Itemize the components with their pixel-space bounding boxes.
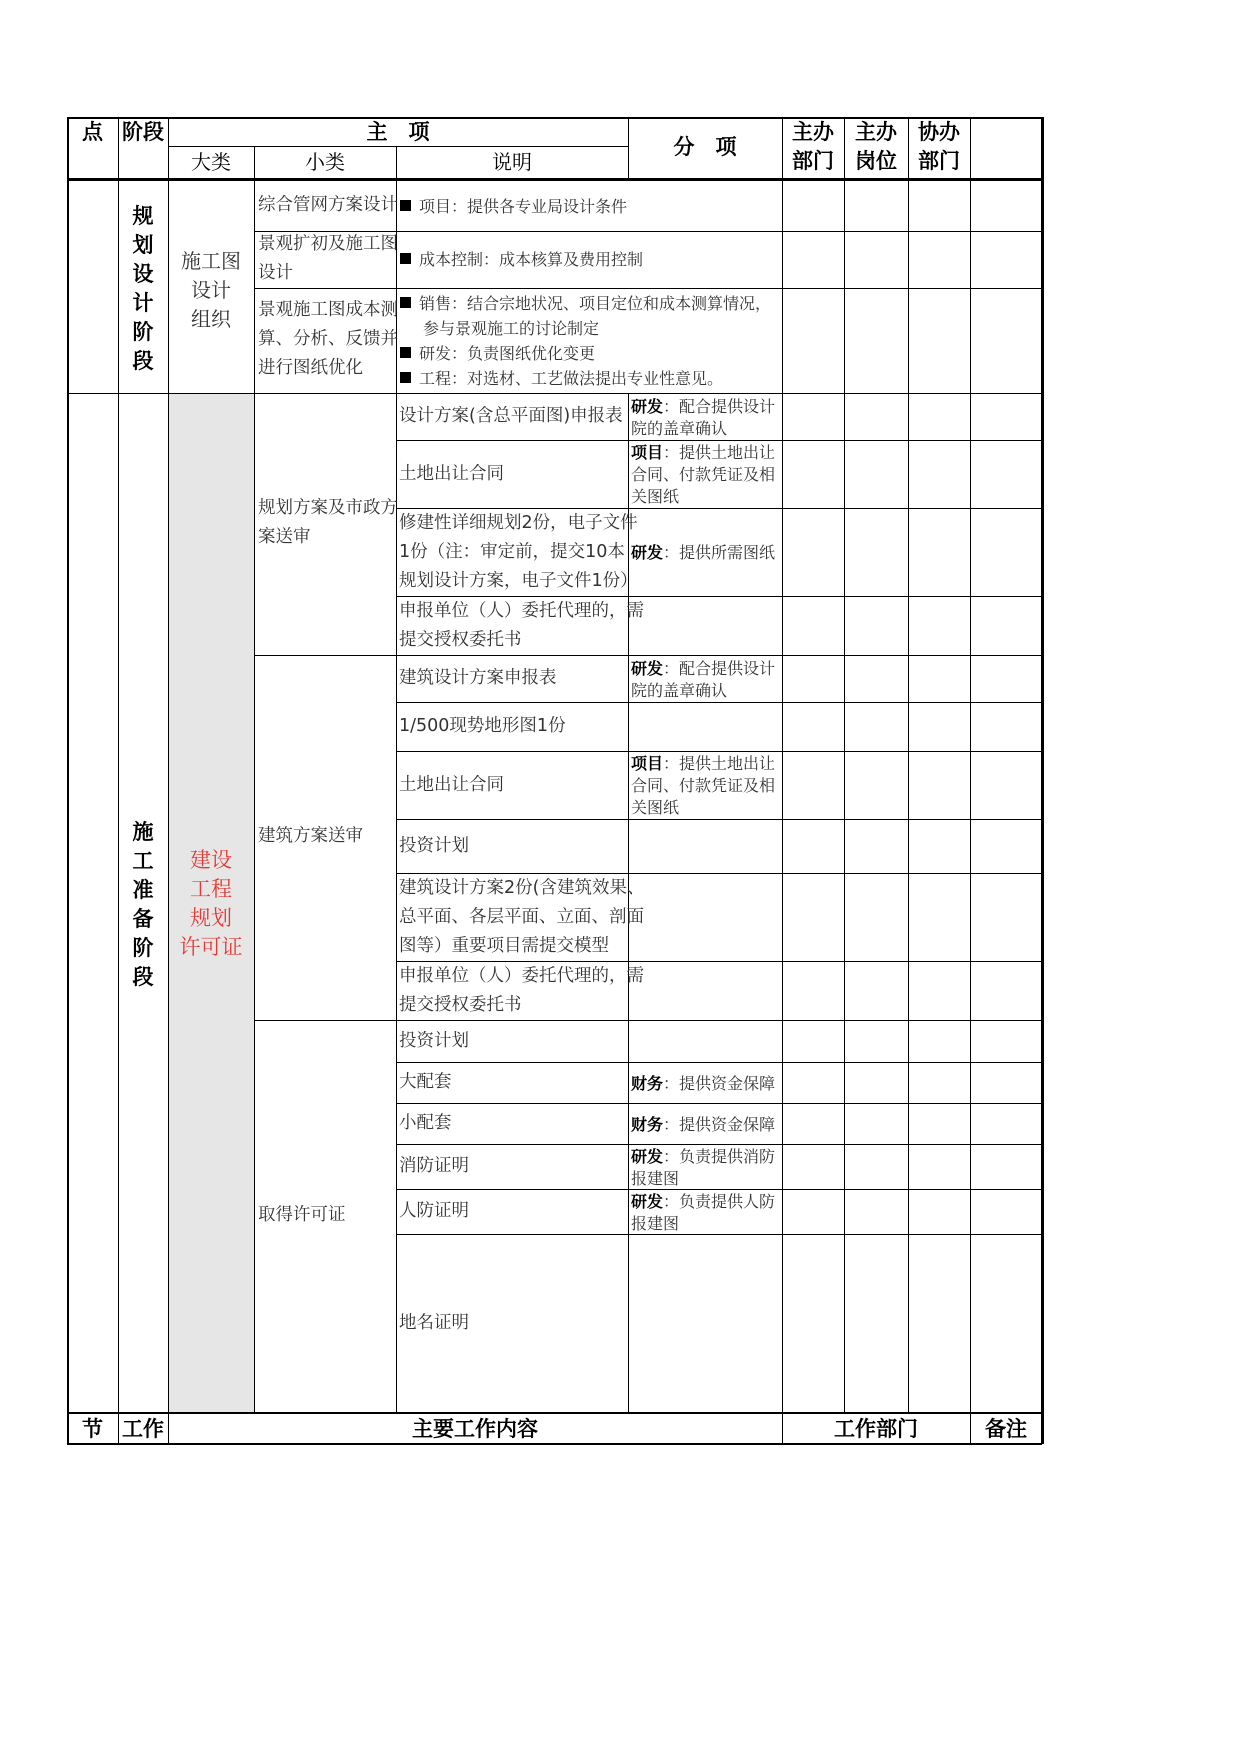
category-shade — [169, 394, 254, 1412]
body-column-border — [782, 181, 783, 1412]
sub-item-text — [631, 1213, 680, 1233]
description-text: 消防证明 — [399, 1156, 469, 1176]
row-border — [254, 288, 1042, 289]
header-column-border — [908, 117, 909, 178]
sub-item-line: 合同、付款凭证及相 — [631, 465, 776, 484]
description-text — [400, 368, 724, 388]
description-line: 成本控制：成本核算及费用控制 — [419, 250, 644, 269]
header-column-border — [844, 117, 845, 178]
sub-item-line: ：负责提供人防 — [663, 1191, 776, 1211]
row-border — [396, 1103, 1042, 1104]
body-column-border — [118, 181, 119, 1412]
row-border — [254, 231, 1042, 232]
footer-column-border — [118, 1412, 119, 1444]
header-assist-dept: 部门 — [918, 149, 960, 173]
footer-work-dept: 工作部门 — [834, 1417, 918, 1441]
header-lead-post: 岗位 — [855, 149, 897, 173]
description-line: 参与景观施工的讨论制定 — [423, 318, 600, 338]
stage-label-preparation: 准 — [132, 878, 154, 902]
description-text: 总平面、各层平面、立面、剖面 — [399, 906, 644, 927]
header-main-item: 主 项 — [366, 120, 430, 144]
row-border — [396, 1062, 1042, 1063]
header-assist-dept: 协办 — [918, 120, 960, 144]
description-text: 土地出让合同 — [399, 774, 504, 795]
table-left-border — [67, 117, 69, 1444]
description-text: 提交授权委托书 — [399, 629, 522, 650]
description-text: 地名证明 — [399, 1312, 469, 1333]
sub-item-text — [631, 418, 728, 438]
header-column-border — [396, 146, 397, 178]
header-mid-border — [168, 146, 628, 147]
description-line: 项目：提供各专业局设计条件 — [419, 196, 628, 216]
description-text: 提交授权委托书 — [399, 994, 522, 1015]
sub-item-line: ：提供土地出让 — [663, 754, 776, 773]
description-line: 销售：结合宗地状况、项目定位和成本测算情况， — [419, 293, 772, 313]
footer-main-content: 主要工作内容 — [412, 1417, 538, 1441]
header-column-border — [118, 117, 119, 178]
body-column-border — [844, 181, 845, 1412]
sub-item-line: ：配合提供设计 — [663, 396, 776, 416]
sub-item-text — [631, 658, 776, 678]
stage-label-planning: 规 — [132, 204, 154, 228]
footer-top-border — [67, 1412, 1042, 1414]
group-border — [254, 655, 1042, 656]
category-planning-permit: 规划 — [190, 906, 232, 930]
body-column-border — [396, 181, 397, 1412]
sub-item-text — [631, 1146, 776, 1166]
body-column-border — [168, 181, 169, 1412]
stage-label-preparation: 工 — [132, 849, 154, 873]
responsible-dept: 研发 — [631, 543, 664, 562]
responsible-dept: 项目 — [631, 443, 664, 462]
stage-label-planning: 计 — [132, 291, 154, 315]
sub-item-text — [631, 680, 728, 700]
description-text: 投资计划 — [399, 835, 469, 856]
sub-item-text — [631, 1073, 776, 1093]
sub-item-line: 报建图 — [631, 1168, 680, 1188]
row-border — [396, 440, 1042, 441]
sub-item-text — [631, 778, 775, 794]
sub-item-line: 报建图 — [631, 1213, 680, 1233]
footer-column-border — [970, 1412, 971, 1444]
sub-item-line: ：提供资金保障 — [663, 1114, 776, 1134]
description-text: 规划设计方案，电子文件1份） — [399, 570, 638, 591]
description-text: 土地出让合同 — [399, 463, 504, 484]
responsible-dept: 研发 — [631, 396, 664, 416]
sub-item-line: 院的盖章确认 — [631, 418, 728, 438]
row-border — [396, 508, 1042, 509]
sub-item-line: 院的盖章确认 — [631, 680, 728, 700]
table-right-border — [1041, 117, 1044, 1444]
sub-item-text — [631, 445, 775, 461]
description-text: 建筑设计方案申报表 — [399, 668, 557, 688]
body-column-border — [908, 181, 909, 1412]
footer-work: 工作 — [122, 1417, 164, 1441]
sub-item-text — [631, 396, 776, 416]
description-text: 建筑设计方案2份(含建筑效果、 — [399, 877, 645, 898]
body-column-border — [970, 181, 971, 1412]
subcategory-text: 算、分析、反馈并 — [258, 329, 398, 349]
description-line: 研发：负责图纸优化变更 — [419, 343, 596, 363]
subcategory-text: 景观施工图成本测 — [258, 300, 398, 320]
bullet-icon — [400, 200, 411, 211]
sub-item-text — [631, 1114, 776, 1134]
stage-label-planning: 段 — [132, 349, 154, 373]
row-border — [396, 596, 1042, 597]
sub-item-line: 关图纸 — [631, 487, 680, 506]
description-line: 工程：对选材、工艺做法提出专业性意见。 — [419, 368, 724, 388]
header-lead-dept: 部门 — [792, 149, 834, 173]
category-planning-permit: 许可证 — [179, 935, 243, 959]
row-border — [396, 873, 1042, 874]
sub-item-text — [631, 545, 775, 561]
header-column-border — [168, 117, 169, 178]
row-border — [396, 819, 1042, 820]
description-text: 修建性详细规划2份，电子文件 — [399, 512, 638, 533]
description-text — [400, 252, 643, 268]
description-text: 人防证明 — [399, 1201, 469, 1221]
description-text: 申报单位（人）委托代理的，需 — [399, 600, 644, 621]
sub-item-line: 关图纸 — [631, 798, 680, 817]
responsible-dept: 研发 — [631, 1191, 664, 1211]
body-column-border — [628, 393, 629, 1412]
sub-item-line: ：提供所需图纸 — [663, 543, 776, 562]
subcategory-text: 案送审 — [258, 527, 311, 547]
description-text — [400, 293, 772, 313]
stage-label-preparation: 施 — [132, 820, 154, 844]
sub-item-line: 合同、付款凭证及相 — [631, 776, 776, 795]
header-subcategory: 小类 — [305, 150, 345, 174]
category-planning-permit: 工程 — [190, 877, 232, 901]
description-text — [400, 196, 628, 216]
stage-label-planning: 阶 — [132, 320, 154, 344]
bullet-icon — [400, 297, 411, 308]
sub-item-line: ：配合提供设计 — [663, 658, 776, 678]
footer-node: 节 — [82, 1417, 103, 1441]
header-lead-dept: 主办 — [792, 120, 834, 144]
description-text: 投资计划 — [399, 1030, 469, 1051]
sub-item-text — [631, 756, 775, 772]
description-text: 小配套 — [399, 1113, 452, 1133]
row-border — [396, 751, 1042, 752]
description-text: 图等）重要项目需提交模型 — [399, 935, 609, 956]
stage-label-preparation: 段 — [132, 965, 154, 989]
description-text: 申报单位（人）委托代理的，需 — [399, 965, 644, 986]
sub-item-line: ：提供资金保障 — [663, 1073, 776, 1093]
table-bottom-border — [67, 1443, 1042, 1445]
category-planning-permit: 建设 — [190, 848, 232, 872]
header-column-border — [970, 117, 971, 178]
header-category: 大类 — [191, 150, 231, 174]
row-border — [396, 1189, 1042, 1190]
sub-item-text — [631, 489, 679, 505]
header-point: 点 — [82, 120, 103, 144]
description-text: 设计方案(含总平面图)申报表 — [399, 406, 623, 426]
category-construction-drawing: 组织 — [191, 307, 231, 331]
header-column-border — [628, 117, 629, 178]
sub-item-text — [631, 800, 679, 816]
subcategory-text: 综合管网方案设计 — [258, 194, 398, 215]
footer-remark: 备注 — [985, 1417, 1027, 1441]
responsible-dept: 财务 — [631, 1073, 664, 1093]
stage-divider — [67, 393, 1042, 394]
header-lead-post: 主办 — [855, 120, 897, 144]
footer-column-border — [168, 1412, 169, 1444]
bullet-icon — [400, 372, 411, 383]
description-text — [423, 318, 600, 338]
responsible-dept: 项目 — [631, 754, 664, 773]
category-construction-drawing: 设计 — [191, 278, 231, 302]
row-border — [396, 961, 1042, 962]
subcategory-text: 取得许可证 — [258, 1204, 346, 1225]
header-sub-item: 分 项 — [673, 135, 737, 159]
header-description: 说明 — [492, 150, 532, 174]
description-text — [400, 343, 596, 363]
category-construction-drawing: 施工图 — [181, 249, 241, 273]
subcategory-text: 规划方案及市政方 — [258, 498, 398, 518]
row-border — [396, 702, 1042, 703]
stage-label-preparation: 阶 — [132, 936, 154, 960]
subcategory-text: 建筑方案送审 — [258, 826, 363, 846]
sub-item-line: ：负责提供消防 — [663, 1146, 776, 1166]
stage-label-planning: 划 — [132, 233, 154, 257]
header-column-border — [254, 146, 255, 178]
subcategory-text: 进行图纸优化 — [258, 358, 363, 378]
responsible-dept: 财务 — [631, 1114, 664, 1134]
header-stage: 阶段 — [122, 120, 164, 144]
sub-item-text — [631, 1168, 680, 1188]
description-text: 大配套 — [399, 1072, 452, 1092]
row-border — [396, 1144, 1042, 1145]
bullet-icon — [400, 347, 411, 358]
stage-label-preparation: 备 — [132, 907, 154, 931]
responsible-dept: 研发 — [631, 658, 664, 678]
sub-item-line: ：提供土地出让 — [663, 443, 776, 462]
description-text: 1/500现势地形图1份 — [399, 716, 566, 736]
header-bottom-border-2 — [67, 180, 1042, 181]
sub-item-text — [631, 467, 775, 483]
footer-column-border — [782, 1412, 783, 1444]
body-column-border — [254, 181, 255, 1412]
header-column-border — [782, 117, 783, 178]
stage-label-planning: 设 — [132, 262, 154, 286]
responsible-dept: 研发 — [631, 1146, 664, 1166]
table-top-border — [67, 117, 1042, 119]
group-border — [254, 1020, 1042, 1021]
bullet-icon — [400, 253, 411, 264]
subcategory-text: 设计 — [258, 262, 293, 283]
description-text: 1份（注：审定前，提交10本 — [399, 541, 625, 562]
sub-item-text — [631, 1191, 776, 1211]
row-border — [396, 1234, 1042, 1235]
subcategory-text: 景观扩初及施工图 — [258, 233, 398, 254]
